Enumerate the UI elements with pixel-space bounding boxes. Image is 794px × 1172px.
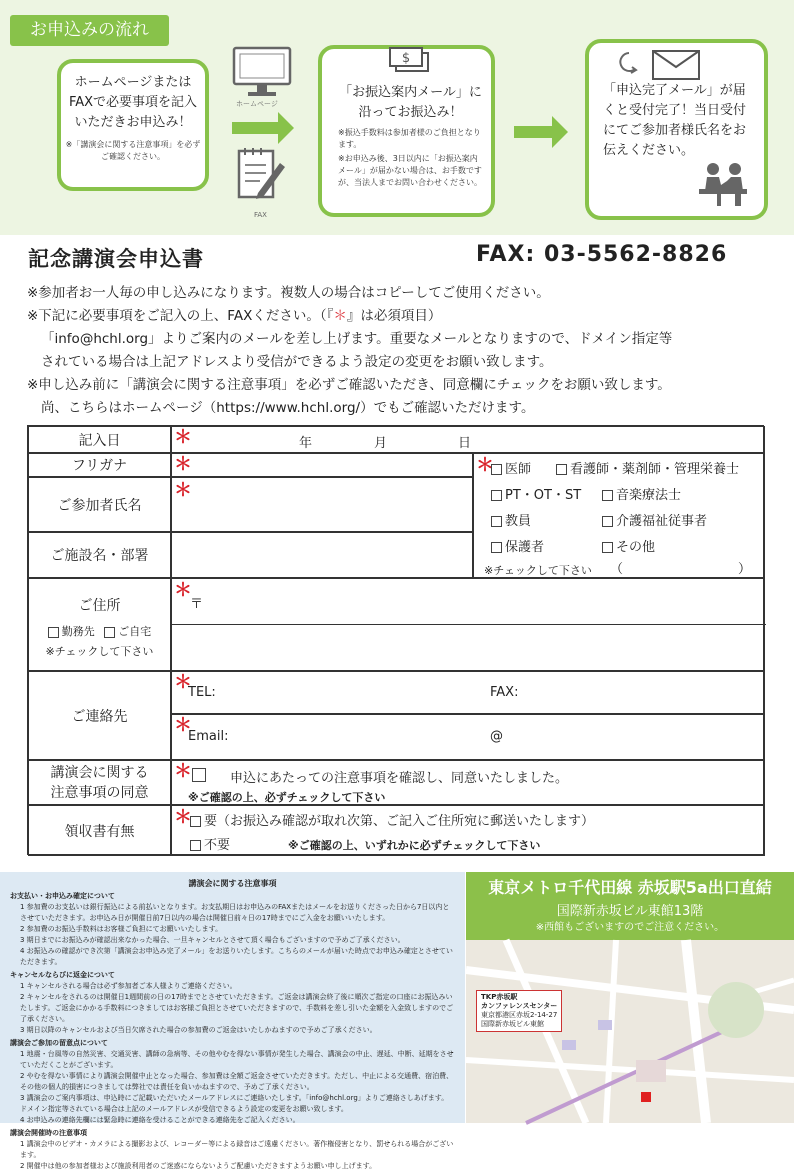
- fax-number: FAX: 03-5562-8826: [476, 242, 728, 267]
- terms-item: 3 期日までにお振込みが確認出来なかった場合、一旦キャンセルとさせて頂く場合もございますので予めご了承ください。: [20, 936, 405, 944]
- fax-label: FAX:: [490, 685, 519, 700]
- flow-step-2: [318, 45, 495, 217]
- terms-item: 2 開催中は他の参加者様および施設利用者のご迷惑にならないようご配慮いただきますようお願い申し上げます。: [20, 1162, 377, 1170]
- flow-title: お申込みの流れ: [10, 15, 169, 46]
- receipt-field: [171, 805, 765, 856]
- terms-section-participation: 講演会ご参加の留意点について: [10, 1039, 108, 1047]
- terms-item: 2 やむを得ない事情により講演会開催中止となった場合、参加費は全額ご返金させていただきます。ただし、中止による交通費、宿泊費、その他の個人的損害につきましては弊社では責任を負いかねますので、予めご了承ください。: [20, 1072, 454, 1091]
- checkbox-icon[interactable]: [48, 627, 59, 638]
- address-label-cell: [28, 578, 171, 671]
- occupation-teacher[interactable]: 教員: [491, 510, 531, 529]
- date-month: 月: [374, 436, 388, 451]
- other-paren-close: ）: [738, 562, 752, 577]
- other-paren-open: （: [610, 562, 624, 577]
- flow-arrow-1-icon: [232, 122, 280, 134]
- participant-name-label: ご参加者氏名: [28, 477, 171, 532]
- occupation-note: ※チェックして下さい: [484, 564, 592, 577]
- required-star: ＊: [174, 480, 192, 501]
- date-day: 日: [458, 436, 472, 451]
- required-star: ＊: [174, 715, 192, 736]
- instruction-2c: 』は必須項目）: [346, 308, 442, 324]
- terms-item: 2 参加費のお振込手数料はお客様ご負担にてお願いいたします。: [20, 925, 223, 933]
- terms-item: 1 キャンセルされる場合は必ず参加者ご本人様よりご連絡ください。: [20, 982, 237, 990]
- required-star: ＊: [174, 761, 192, 782]
- occupation-pt-ot-st[interactable]: PT・OT・ST: [491, 484, 581, 503]
- terms-item: 2 キャンセルをされるのは開催日1週間前の日の17時までとさせていただきます。ご返金は講演会終了後に順次ご指定の口座にお振込みいたします。ご返金にかかる手数料につきましてはお客様ご負担とさせていただきますので、手数料を差し引いた金額を入金致しますのでご了承ください。: [20, 993, 454, 1023]
- facility-field[interactable]: [171, 532, 473, 578]
- checkbox-icon[interactable]: [491, 542, 502, 553]
- flow-arrow-2-icon: [514, 126, 554, 138]
- step-2-note-missing-mail: ※お申込み後、3日以内に「お振込案内メール」が届かない場合は、お手数ですが、当法人までお問い合わせください。: [338, 154, 482, 187]
- agreement-note: ※ご確認の上、必ずチェックして下さい: [188, 791, 386, 804]
- required-star: ＊: [174, 454, 192, 475]
- checkbox-icon[interactable]: [491, 490, 502, 501]
- checkbox-icon[interactable]: [491, 516, 502, 527]
- map-venue-name: TKP赤坂駅: [481, 993, 518, 1001]
- checkbox-icon[interactable]: [190, 816, 201, 827]
- access-map: [466, 940, 794, 1123]
- form-and-pen-icon: [236, 145, 288, 209]
- map-venue-building: 国際新赤坂ビル東館: [481, 1020, 544, 1028]
- flow-step-1: [57, 59, 209, 191]
- money-bills-icon: [386, 45, 432, 79]
- occupation-other[interactable]: その他: [602, 536, 655, 555]
- checkbox-icon[interactable]: [491, 464, 502, 475]
- postal-mark: 〒: [190, 597, 204, 612]
- terms-item: 4 お申込みの連絡先欄には緊急時に連絡を受けることができる連絡先をご記入ください。: [20, 1116, 300, 1124]
- contact-label: ご連絡先: [28, 671, 171, 760]
- checkbox-icon[interactable]: [602, 490, 613, 501]
- required-star: ＊: [174, 427, 192, 448]
- furigana-field[interactable]: [171, 453, 473, 477]
- map-venue-subname: カンファレンスセンター: [481, 1002, 558, 1010]
- date-year: 年: [299, 436, 313, 451]
- contact-email-row[interactable]: [171, 714, 765, 760]
- fax-icon-label: FAX: [254, 211, 267, 219]
- receipt-label: 領収書有無: [28, 805, 171, 856]
- occupation-doctor[interactable]: 医師: [491, 458, 531, 477]
- terms-item: 3 講演会のご案内事項は、申込時にご記載いただいたメールアドレスにご連絡いたします。「info@hchl.org」よりご連絡さしあげます。ドメイン指定等されている場合は上記のメールアドレスが受信できるよう設定の変更をお願い致します。: [20, 1094, 449, 1113]
- instruction-5: ※申し込み前に「講演会に関する注意事項」を必ずご確認いただき、同意欄にチェックをお願い致します。: [27, 377, 671, 393]
- step-2-text: 「お振込案内メール」に沿ってお振込み！: [339, 85, 482, 120]
- step-1-note: ※「講演会に関する注意事項」を必ずご確認ください。: [65, 140, 201, 161]
- checkbox-icon[interactable]: [190, 840, 201, 851]
- access-note: ※西館もございますのでご注意ください。: [535, 922, 725, 933]
- agreement-label: 講演会に関する注意事項の同意: [28, 760, 171, 805]
- terms-item: 1 地震・台風等の自然災害、交通災害、講師の急病等、その他やむを得ない事情が発生した場合、講演会の中止、遅延、中断、延期をさせていただくことがございます。: [20, 1050, 454, 1069]
- agreement-field: [171, 760, 765, 805]
- required-star: ＊: [174, 672, 192, 693]
- occupation-nurse-pharmacist[interactable]: 看護師・薬剤師・管理栄養士: [556, 458, 739, 477]
- email-at-mark: @: [490, 729, 503, 744]
- computer-monitor-icon: [232, 46, 292, 102]
- address-divider: [172, 624, 766, 625]
- occupation-guardian[interactable]: 保護者: [491, 536, 544, 555]
- required-star: ＊: [476, 455, 494, 476]
- access-section: [466, 872, 794, 1123]
- step-3-text: 「申込完了メール」が届くと受付完了！当日受付にてご参加者様氏名をお伝えください。: [603, 83, 747, 158]
- checkbox-icon[interactable]: [556, 464, 567, 475]
- terms-section-cancel: キャンセルならびに返金について: [10, 971, 115, 979]
- flow-step-3: [585, 39, 768, 220]
- instruction-2a: ※下記に必要事項をご記入の上、FAXください。（『: [27, 308, 334, 324]
- tel-label: TEL:: [188, 685, 216, 700]
- occupation-music-therapist[interactable]: 音楽療法士: [602, 484, 681, 503]
- terms-section-payment: お支払い・お申込み確定について: [10, 892, 115, 900]
- step-2-note-fee: ※振込手数料は参加者様のご負担となります。: [338, 128, 481, 149]
- instruction-6: 尚、こちらはホームページ（https://www.hchl.org/）でもご確認いただけます。: [41, 400, 535, 416]
- email-envelope-icon: [615, 47, 701, 87]
- terms-title: 講演会に関する注意事項: [188, 879, 277, 888]
- receipt-no-option[interactable]: 不要: [190, 834, 230, 853]
- receipt-note: ※ご確認の上、いずれかに必ずチェックして下さい: [288, 839, 541, 852]
- instructions: [27, 282, 777, 420]
- access-header: [466, 872, 794, 940]
- address-type-options: [29, 623, 170, 639]
- map-venue-label: [476, 990, 562, 1032]
- date-label: 記入日: [28, 426, 171, 453]
- homepage-icon-label: ホームページ: [236, 100, 278, 108]
- access-station: 東京メトロ千代田線 赤坂駅5a出口直結: [488, 878, 772, 897]
- instruction-3: 「info@hchl.org」よりご案内のメールを差し上げます。重要なメールとなりますので、ドメイン指定等: [41, 331, 673, 347]
- contact-phone-row[interactable]: [171, 671, 765, 714]
- access-building: 国際新赤坂ビル東館13階: [556, 904, 704, 919]
- address-note: ※チェックして下さい: [45, 645, 154, 658]
- map-venue-address: 東京都港区赤坂2-14-27: [481, 1011, 558, 1019]
- svg-text:$: $: [401, 51, 411, 66]
- occupation-care-worker[interactable]: 介護福祉従事者: [602, 510, 707, 529]
- address-work-option[interactable]: 勤務先: [48, 625, 95, 638]
- terms-item: 1 講演会中のビデオ・カメラによる撮影および、レコーダー等による録音はご遠慮ください。著作権侵害となり、罰せられる場合がございます。: [20, 1140, 454, 1159]
- facility-label: ご施設名・部署: [28, 532, 171, 578]
- reception-desk-icon: [697, 161, 749, 211]
- form-title: 記念講演会申込書: [28, 247, 204, 271]
- date-field[interactable]: [171, 426, 765, 453]
- required-star: ＊: [174, 807, 192, 828]
- agreement-text: 申込にあたっての注意事項を確認し、同意いたしました。: [230, 771, 569, 786]
- checkbox-icon[interactable]: [602, 542, 613, 553]
- terms-item: 4 お振込みの確認ができ次第「講演会お申込み完了メール」をお送りいたします。こちらのメールが届いた時点でお申込み確定とさせていただきます。: [20, 947, 453, 966]
- terms-section-event: 講演会開催時の注意事項: [10, 1129, 87, 1137]
- instruction-2: [27, 305, 777, 328]
- participant-name-field[interactable]: [171, 477, 473, 532]
- instruction-4: されている場合は上記アドレスより受信ができるよう設定の変更をお願い致します。: [41, 354, 553, 370]
- application-form: [27, 425, 764, 855]
- checkbox-icon[interactable]: [602, 516, 613, 527]
- terms-item: 3 期日以降のキャンセルおよび当日欠席された場合の参加費のご返金はいたしかねますので予めご了承ください。: [20, 1026, 377, 1034]
- terms-item: 1 参加費のお支払いは銀行振込による前払いとなります。お支払期日はお申込みのFAXまたはメールをお送りくださった日から7日以内とさせていただきます。お申込み日が開催日前7日以内の場合は開催日前々日の17時までにご入金をお願いいたします。: [20, 903, 450, 922]
- required-mark: ＊: [333, 308, 347, 324]
- occupation-group: [473, 453, 765, 578]
- application-flow-section: [0, 0, 794, 235]
- address-field[interactable]: [171, 578, 765, 671]
- agreement-checkbox[interactable]: [192, 768, 206, 782]
- instruction-1: ※参加者お一人毎の申し込みになります。複数人の場合はコピーしてご使用ください。: [27, 285, 550, 301]
- address-home-option[interactable]: ご自宅: [104, 625, 151, 638]
- step-1-text: ホームページまたはFAXで必要事項を記入いただきお申込み！: [68, 75, 198, 130]
- furigana-label: フリガナ: [28, 453, 171, 477]
- terms-section: [0, 872, 465, 1170]
- required-star: ＊: [174, 580, 192, 601]
- receipt-yes-option[interactable]: 要（お振込み確認が取れ次第、ご記入ご住所宛に郵送いたします）: [190, 810, 594, 829]
- email-label: Email:: [188, 729, 229, 744]
- address-label: ご住所: [78, 598, 121, 614]
- checkbox-icon[interactable]: [104, 627, 115, 638]
